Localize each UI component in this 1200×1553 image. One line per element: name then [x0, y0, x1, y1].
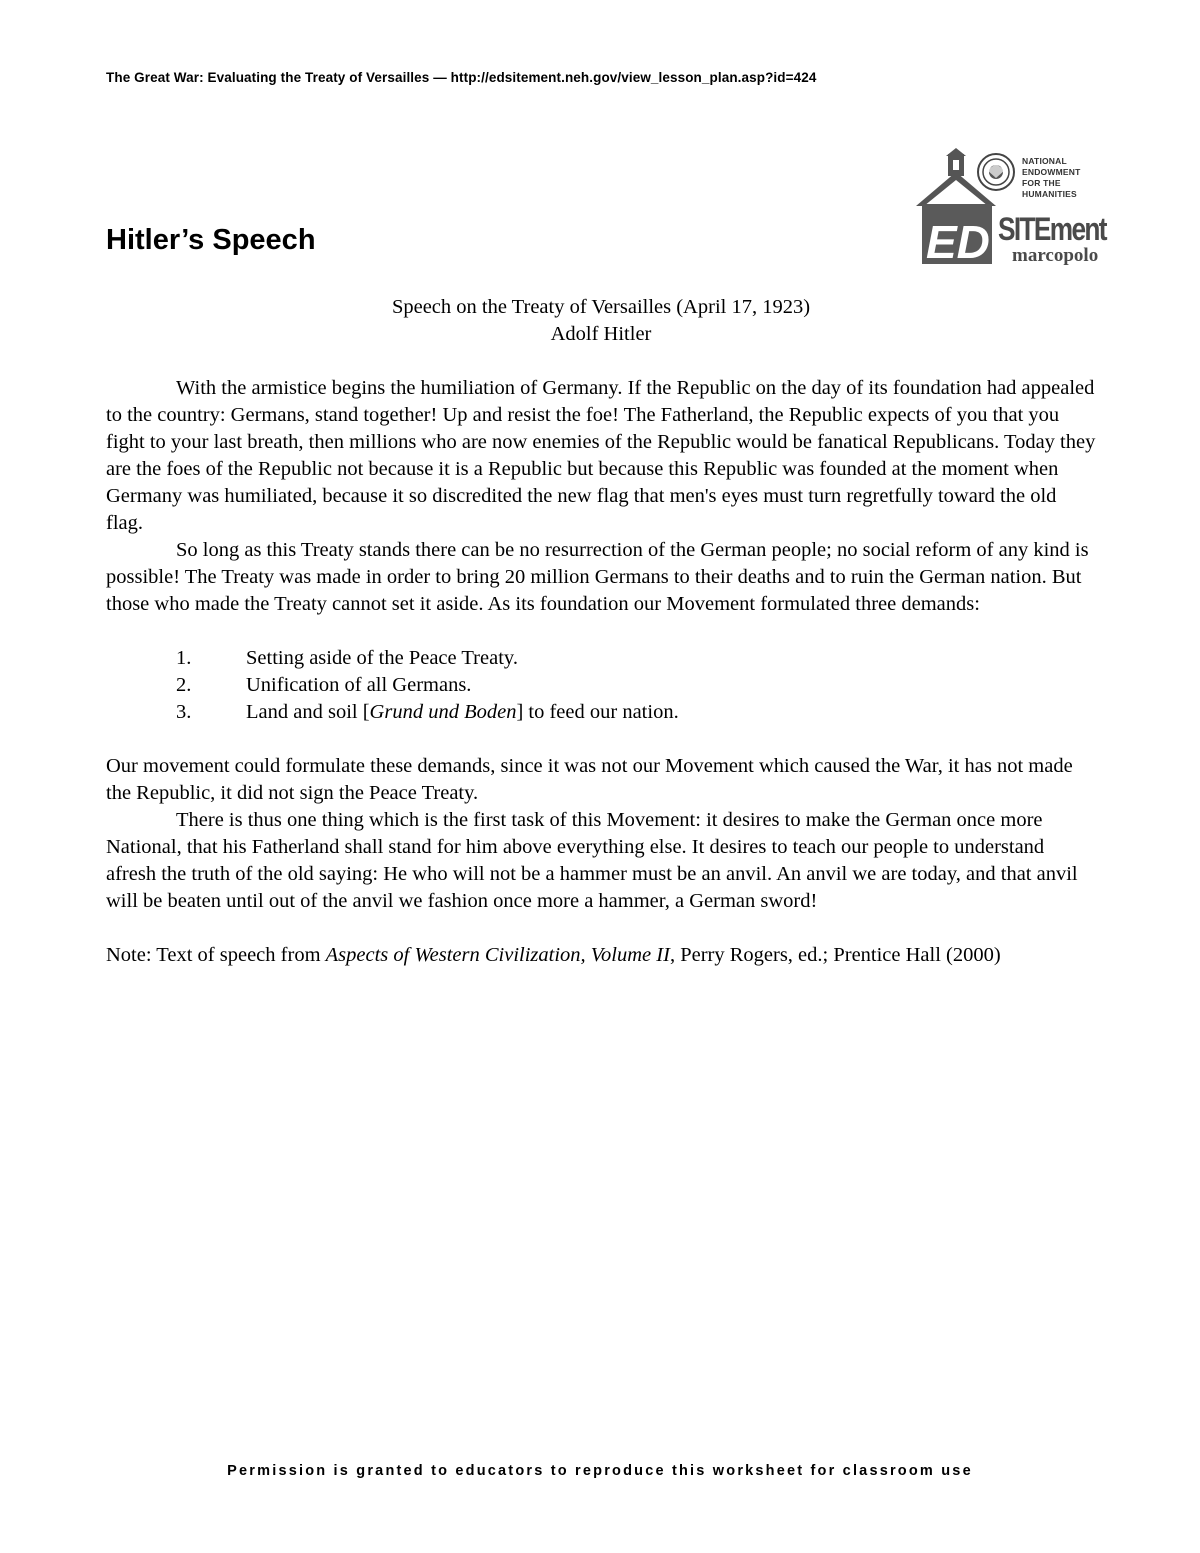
paragraph-4: There is thus one thing which is the first task of this Movement: it desires to make the German once more National, that his Fatherland shall stand for him above everything else. It desires to teach our people to understand afresh the truth of the old saying: He who will not be a hammer must be an anvil. An anvil we are today, and that anvil will be beaten until out of the anvil we fashion once more a hammer, a German sword!: [106, 809, 1078, 912]
list-item: 2. Unification of all Germans.: [176, 674, 472, 696]
permission-footer: Permission is granted to educators to reproduce this worksheet for classroom use: [227, 1463, 973, 1479]
logo-marcopolo: marcopolo: [1012, 245, 1099, 266]
logo-ed: ED: [926, 216, 990, 268]
demands-list: [106, 645, 1096, 726]
list-item: 3. Land and soil [Grund und Boden] to feed our nation.: [176, 701, 679, 723]
edsitement-logo: [916, 148, 1106, 270]
running-header: The Great War: Evaluating the Treaty of Versailles — http://edsitement.neh.gov/view_lesson_plan.asp?id=424: [106, 70, 817, 85]
paragraph-2: So long as this Treaty stands there can be no resurrection of the German people; no social reform of any kind is possible! The Treaty was made in order to bring 20 million Germans to their deaths and to ruin the German nation. But those who made the Treaty cannot set it aside. As its foundation our Movement formulated three demands:: [106, 539, 1089, 615]
logo-sitement: SITEment: [998, 211, 1106, 247]
speech-body: [106, 294, 1096, 969]
page-title: Hitler’s Speech: [106, 224, 316, 256]
source-note: Note: Text of speech from Aspects of Western Civilization, Volume II, Perry Rogers, ed.; Prentice Hall (2000): [106, 944, 1001, 966]
speech-author: Adolf Hitler: [550, 323, 652, 345]
paragraph-1: With the armistice begins the humiliation of Germany. If the Republic on the day of its foundation had appealed to the country: Germans, stand together! Up and resist the foe! The Fatherland, the Republic expects of you that you fight to your last breath, then millions who are now enemies of the Republic would be fanatical Republicans. Today they are the foes of the Republic not because it is a Republic but because this Republic was founded at the moment when Germany was humiliated, because it so discredited the new flag that men's eyes must turn regretfully toward the old flag.: [106, 377, 1096, 534]
paragraph-3: Our movement could formulate these demands, since it was not our Movement which caused the War, it has not made the Republic, it did not sign the Peace Treaty.: [106, 755, 1073, 804]
list-item: 1. Setting aside of the Peace Treaty.: [176, 647, 518, 669]
neh-wordmark: NATIONAL ENDOWMENT FOR THE HUMANITIES: [1022, 156, 1081, 199]
speech-heading: Speech on the Treaty of Versailles (April 17, 1923): [391, 296, 811, 318]
